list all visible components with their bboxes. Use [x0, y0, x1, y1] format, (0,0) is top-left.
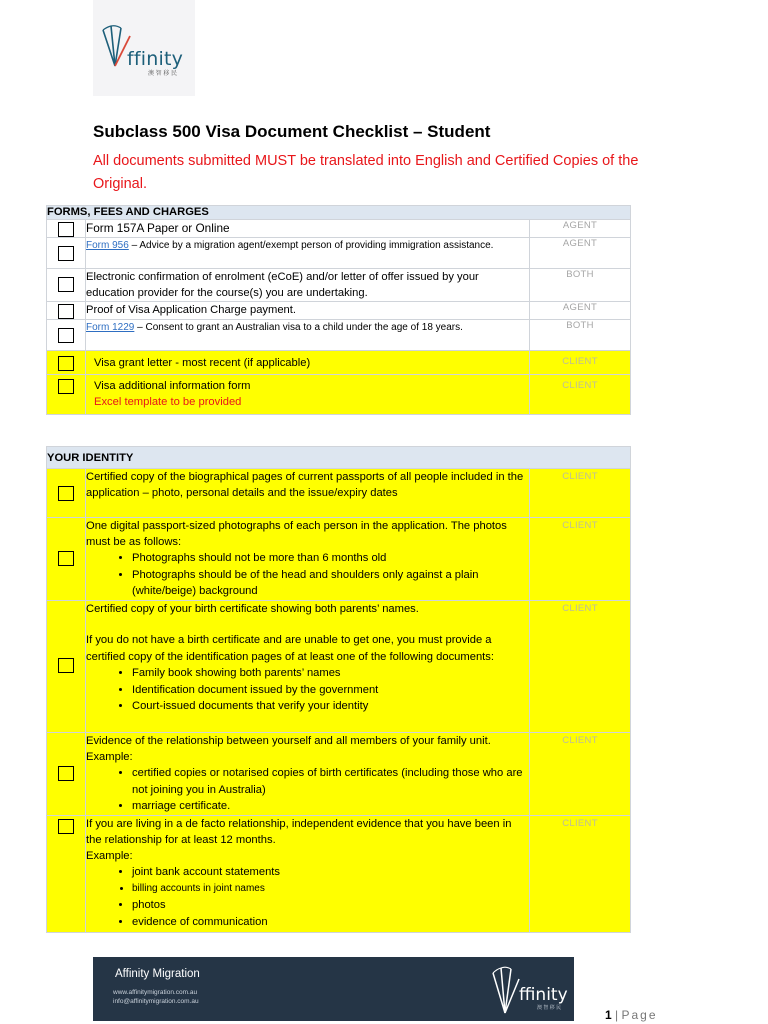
page-number-value: 1 — [605, 1008, 612, 1022]
logo-subtitle: 澳 智 移 民 — [148, 71, 178, 77]
item-text: Visa grant letter - most recent (if applicable) — [86, 351, 530, 375]
checkbox[interactable] — [58, 819, 74, 834]
footer-email-link[interactable]: info@affinitymigration.com.au — [113, 998, 199, 1005]
checklist-row — [47, 238, 631, 269]
company-logo — [93, 0, 195, 96]
footer-logo-wordmark: ffinity — [519, 985, 568, 1005]
item-text: Electronic confirmation of enrolment (eCoE) and/or letter of offer issued by your education provider for the course(s) you are undertaking. — [86, 269, 530, 302]
party-label: CLIENT — [530, 733, 631, 816]
identity-table — [46, 446, 631, 933]
list-item: • Family book showing both parents’ names — [132, 665, 529, 682]
footer-logo-subtitle: 澳 智 移 民 — [537, 1005, 562, 1011]
footer-company-name: Affinity Migration — [115, 968, 200, 980]
checklist-row — [47, 302, 631, 320]
item-text: – Consent to grant an Australian visa to a child under the age of 18 years. — [134, 322, 463, 333]
checklist-row — [47, 601, 631, 733]
checklist-row — [47, 816, 631, 933]
logo-wordmark: ffinity — [127, 48, 184, 70]
form-1229-link[interactable]: Form 1229 — [86, 322, 135, 333]
page-separator: | — [615, 1008, 619, 1022]
section-heading: FORMS, FEES AND CHARGES — [47, 206, 631, 220]
item-text: Proof of Visa Application Charge payment. — [86, 302, 530, 320]
checklist-row — [47, 375, 631, 415]
party-label: BOTH — [530, 269, 631, 302]
bullet-list — [86, 765, 529, 815]
checkbox[interactable] — [58, 277, 74, 292]
page-number — [605, 1008, 658, 1022]
list-item: • certified copies or notarised copies of birth certificates (including those who are not joining you in Australia) — [132, 765, 529, 798]
translation-warning: All documents submitted MUST be translated into English and Certified Copies of the Original. — [93, 153, 639, 192]
footer-website-link[interactable]: www.affinitymigration.com.au — [113, 989, 198, 996]
checkbox[interactable] — [58, 658, 74, 673]
list-item: • billing accounts in joint names — [132, 881, 529, 898]
list-item: • Identification document issued by the government — [132, 682, 529, 699]
checklist-row — [47, 269, 631, 302]
party-label: AGENT — [530, 302, 631, 320]
section-heading: YOUR IDENTITY — [47, 447, 631, 469]
party-label: AGENT — [530, 220, 631, 238]
page-label: Page — [621, 1008, 658, 1022]
checklist-row — [47, 518, 631, 601]
party-label: CLIENT — [530, 518, 631, 601]
item-text: Evidence of the relationship between yourself and all members of your family unit. Example: — [86, 735, 491, 763]
checkbox[interactable] — [58, 246, 74, 261]
checklist-row — [47, 469, 631, 518]
checklist-row — [47, 220, 631, 238]
forms-fees-table — [46, 205, 631, 415]
item-text: Certified copy of the biographical pages of current passports of all people included in the application – photo, personal details and the issue/expiry dates — [86, 469, 530, 518]
item-text: Visa additional information form — [94, 380, 251, 392]
list-item: • photos — [132, 897, 529, 914]
bullet-list — [86, 550, 529, 600]
list-item: • Photographs should not be more than 6 months old — [132, 550, 529, 567]
checklist-row — [47, 733, 631, 816]
page-title: Subclass 500 Visa Document Checklist – Student — [93, 122, 491, 141]
party-label: CLIENT — [530, 469, 631, 518]
footer-logo-fan-icon — [488, 963, 522, 1015]
checklist-row — [47, 351, 631, 375]
item-text: If you are living in a de facto relationship, independent evidence that you have been in the relationship for at least 12 months. — [86, 818, 512, 846]
checkbox[interactable] — [58, 379, 74, 394]
party-label: CLIENT — [530, 816, 631, 933]
party-label: CLIENT — [530, 351, 631, 375]
party-label: CLIENT — [530, 601, 631, 733]
item-text: Form 157A Paper or Online — [86, 220, 530, 238]
party-label: CLIENT — [530, 375, 631, 415]
checkbox[interactable] — [58, 356, 74, 371]
checkbox[interactable] — [58, 222, 74, 237]
item-text-secondary: Example: — [86, 850, 133, 862]
footer-banner — [93, 957, 574, 1021]
list-item: • joint bank account statements — [132, 864, 529, 881]
list-item: • evidence of communication — [132, 914, 529, 931]
checkbox[interactable] — [58, 766, 74, 781]
item-text: Certified copy of your birth certificate showing both parents’ names. — [86, 603, 419, 615]
list-item: • Court-issued documents that verify your identity — [132, 698, 529, 715]
party-label: AGENT — [530, 238, 631, 269]
bullet-list — [86, 665, 529, 715]
item-text: – Advice by a migration agent/exempt person of providing immigration assistance. — [128, 240, 494, 251]
bullet-list — [86, 864, 529, 930]
list-item: • marriage certificate. — [132, 798, 529, 815]
item-note: Excel template to be provided — [94, 396, 242, 408]
checkbox[interactable] — [58, 486, 74, 501]
item-text: One digital passport-sized photographs of each person in the application. The photos must be as follows: — [86, 520, 507, 548]
checkbox[interactable] — [58, 328, 74, 343]
party-label: BOTH — [530, 320, 631, 351]
form-956-link[interactable]: Form 956 — [86, 240, 129, 251]
list-item: • Photographs should be of the head and shoulders only against a plain (white/beige) background — [132, 567, 529, 600]
checkbox[interactable] — [58, 551, 74, 566]
checkbox[interactable] — [58, 304, 74, 319]
item-text-secondary: If you do not have a birth certificate and are unable to get one, you must provide a certified copy of the identification pages of at least one of the following documents: — [86, 634, 494, 663]
checklist-row — [47, 320, 631, 351]
